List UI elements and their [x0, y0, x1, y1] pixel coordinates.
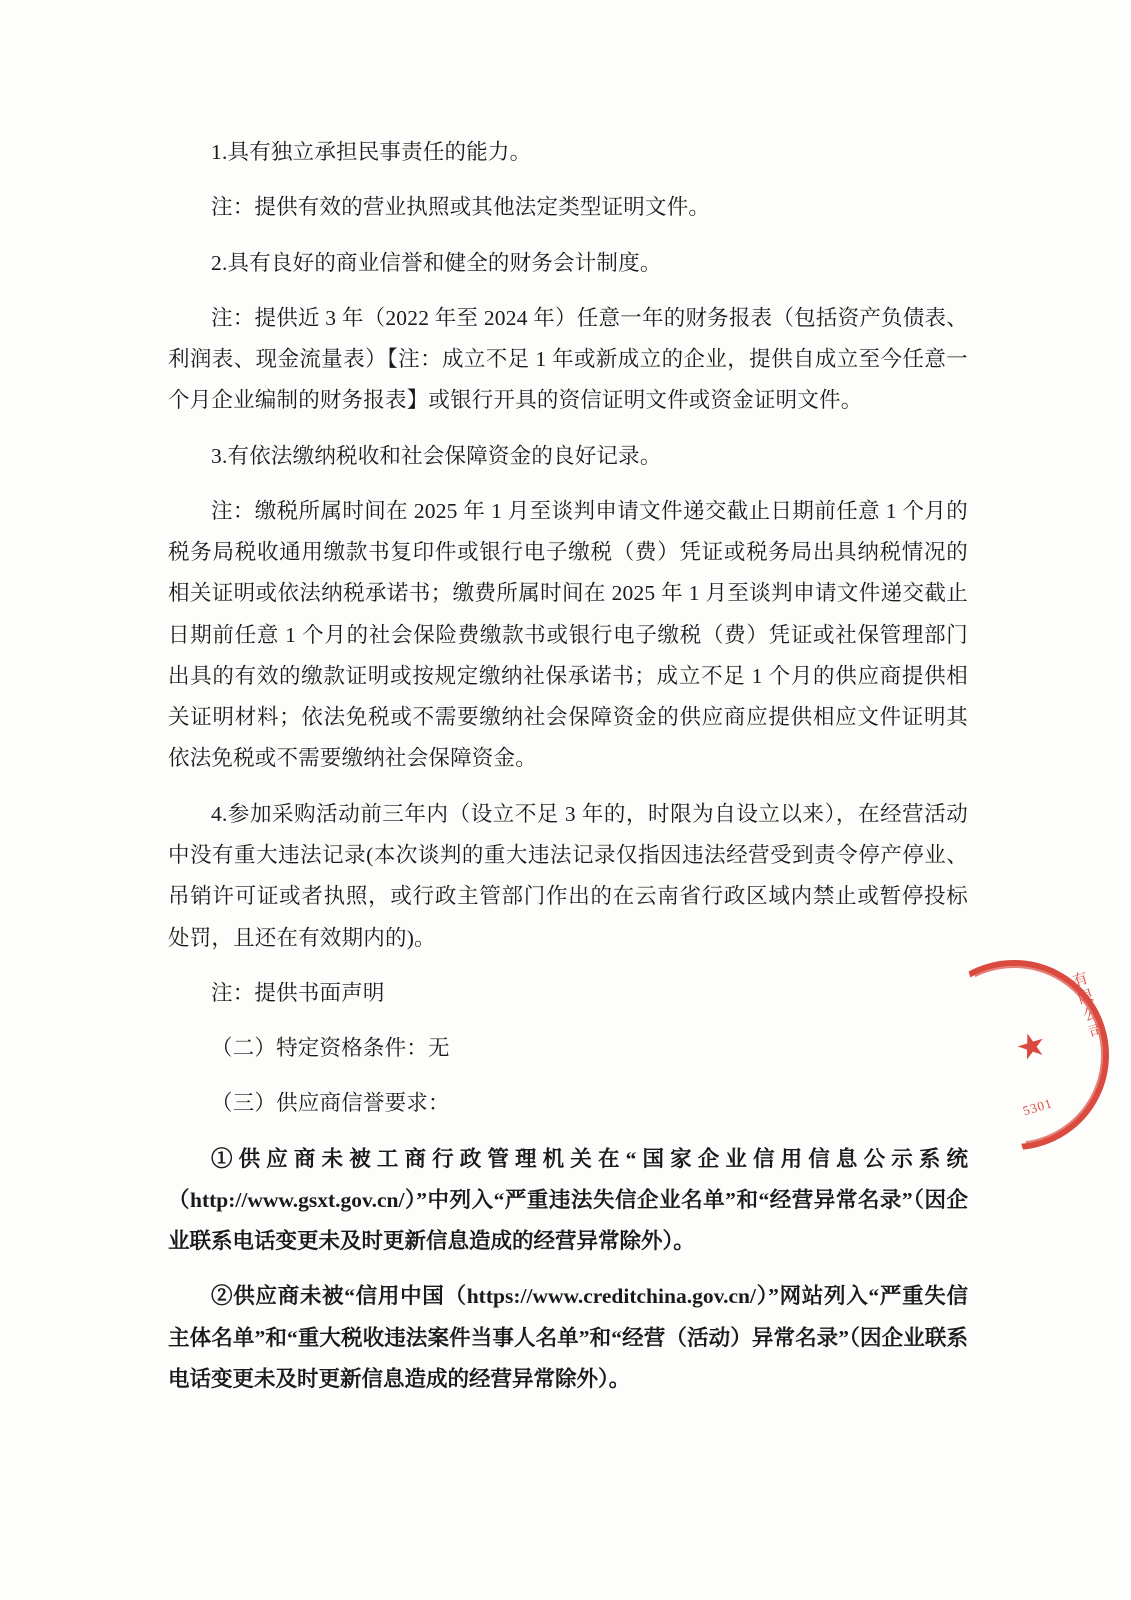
paragraph-2: 2.具有良好的商业信誉和健全的财务会计制度。: [211, 250, 662, 275]
seal-code: 5301: [1020, 1094, 1055, 1119]
paragraph-credit-1: ①供应商未被工商行政管理机关在“国家企业信用信息公示系统（http://www.gsxt.gov.cn/）”中列入“严重违法失信企业名单”和“经营异常名录”（因企业联系电话变更未及时更新信息造成的经营异常除外）。: [168, 1146, 968, 1254]
document-body: [168, 132, 968, 1414]
paragraph-3: 3.有依法缴纳税收和社会保障资金的良好记录。: [211, 443, 662, 468]
paragraph-note-3: 注：缴税所属时间在 2025 年 1 月至谈判申请文件递交截止日期前任意 1 个月的税务局税收通用缴款书复印件或银行电子缴税（费）凭证或税务局出具纳税情况的相关证明或依法纳税承诺书；缴费所属时间在 2025 年 1 月至谈判申请文件递交截止日期前任意 1 个月的社会保险费缴款书或银行电子缴税（费）凭证或社保管理部门出具的有效的缴款证明或按规定缴纳社保承诺书；成立不足 1 个月的供应商提供相关证明材料；依法免税或不需要缴纳社会保障资金的供应商应提供相应文件证明其依法免税或不需要缴纳社会保障资金。: [168, 498, 968, 771]
paragraph-4: 4.参加采购活动前三年内（设立不足 3 年的，时限为自设立以来），在经营活动中没有重大违法记录(本次谈判的重大违法记录仅指因违法经营受到责令停产停业、吊销许可证或者执照，或行政主管部门作出的在云南省行政区域内禁止或暂停投标处罚，且还在有效期内的)。: [168, 801, 968, 950]
seal-star-icon: ★: [1011, 1024, 1052, 1070]
paragraph-1: 1.具有独立承担民事责任的能力。: [211, 140, 532, 164]
paragraph-credit-2: ②供应商未被“信用中国（https://www.creditchina.gov.cn/）”网站列入“严重失信主体名单”和“重大税收违法案件当事人名单”和“经营（活动）异常名录”（因企业联系电话变更未及时更新信息造成的经营异常除外）。: [168, 1284, 968, 1391]
paragraph-section-2: （二）特定资格条件：无: [211, 1036, 450, 1061]
paragraph-note-4: 注：提供书面声明: [211, 980, 385, 1005]
seal-company-text: 有限公司: [1068, 969, 1106, 1044]
paragraph-note-2: 注：提供近 3 年（2022 年至 2024 年）任意一年的财务报表（包括资产负债表、利润表、现金流量表）【注：成立不足 1 年或新成立的企业，提供自成立至今任意一个月企业编制的财务报表】或银行开具的资信证明文件或资金证明文件。: [168, 305, 968, 413]
paragraph-note-1: 注：提供有效的营业执照或其他法定类型证明文件。: [211, 195, 711, 220]
paragraph-section-3: （三）供应商信誉要求：: [211, 1091, 450, 1116]
